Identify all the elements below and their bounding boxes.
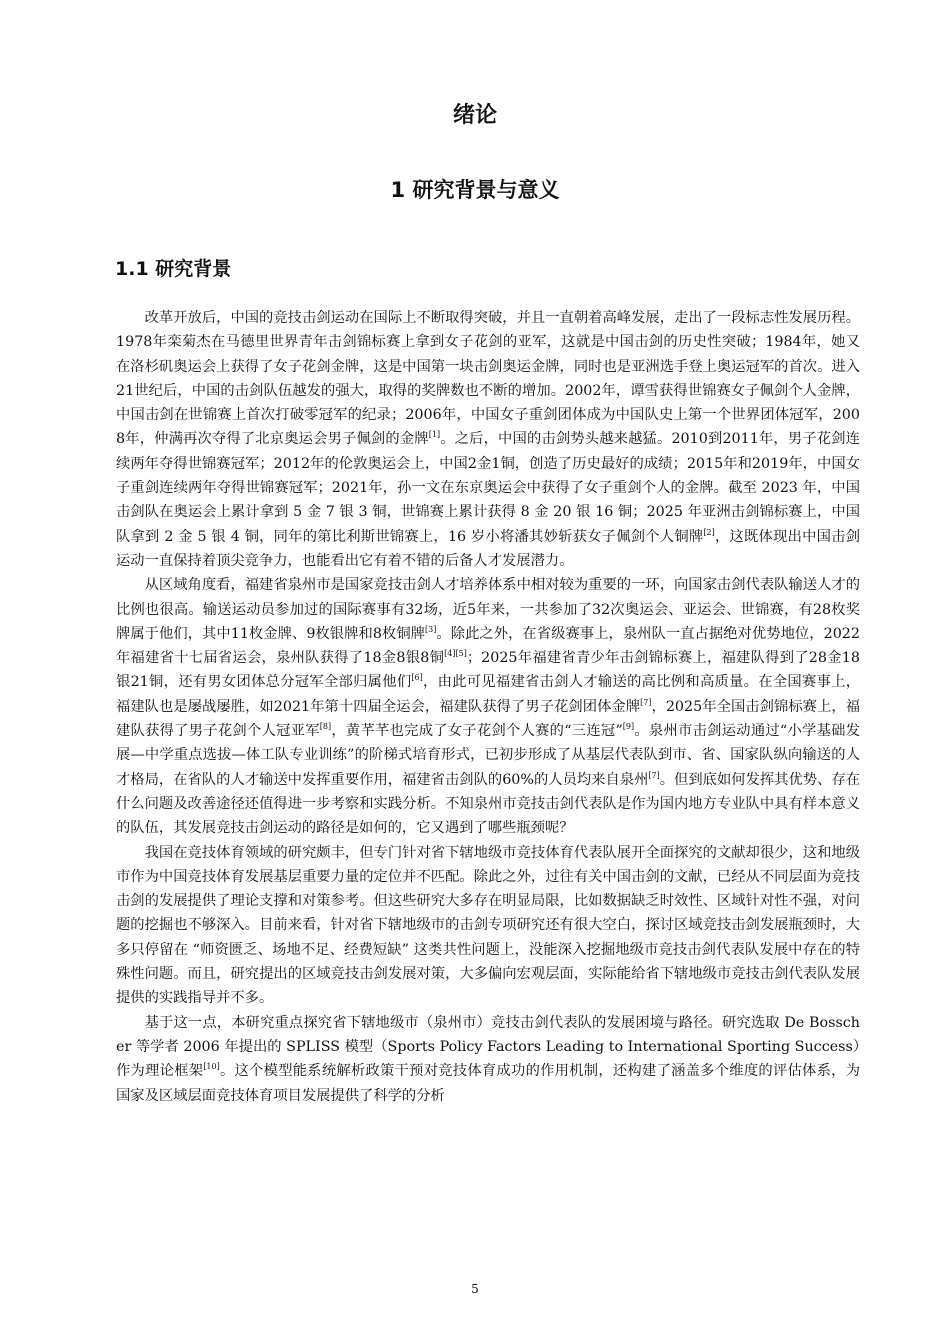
citation-ref: [4][5] [444, 649, 467, 659]
paragraph [116, 1011, 860, 1108]
text-run: 。除此之外，在省级赛事上，泉州队一直占据绝对优势地位，2022年福建省十七届省运会，泉州队获得了18金8银8铜 [116, 625, 860, 667]
text-run: 从区域角度看，福建省泉州市是国家竞技击剑人才培养体系中相对较为重要的一环，向国家击剑代表队输送人才的比例也很高。输送运动员参加过的国际赛事有32场，近5年来，一共参加了32次奥运会、亚运会、世锦赛，有28枚奖牌属于他们，其中11枚金牌、9枚银牌和8枚铜牌 [116, 577, 860, 642]
section-title: 1 研究背景与意义 [390, 178, 560, 202]
citation-ref: [1] [428, 430, 441, 440]
subsection-title: 1.1 研究背景 [115, 258, 232, 280]
citation-ref: [9] [622, 722, 635, 732]
citation-ref: [7] [640, 697, 652, 707]
text-run: 改革开放后，中国的竞技击剑运动在国际上不断取得突破，并且一直朝着高峰发展，走出了一段标志性发展历程。1978年栾菊杰在马德里世界青年击剑锦标赛上拿到女子花剑的亚军，这就是中国击剑的历史性突破；1984年，她又在洛杉矶奥运会上获得了女子花剑金牌，这是中国第一块击剑奥运金牌，同时也是亚洲选手登上奥运冠军的首次。进入21世纪后，中国的击剑队伍越发的强大，取得的奖牌数也不断的增加。2002年，谭雪获得世锦赛女子佩剑个人金牌，中国击剑在世锦赛上首次打破零冠军的纪录；2006年，中国女子重剑团体成为中国队史上第一个世界团体冠军，2008年，仲满再次夺得了北京奥运会男子佩剑的金牌 [116, 310, 860, 448]
text-run: 。泉州市击剑运动通过“小学基础发展—中学重点选拔—体工队专业训练”的阶梯式培育形式，已初步形成了从基层代表队到市、省、国家队纵向输送的人才格局，在省队的人才输送中发挥重要作用，福建省击剑队的60%的人员均来自泉州 [116, 723, 861, 788]
body-text [116, 306, 860, 1108]
chapter-title: 绪论 [452, 103, 497, 128]
citation-ref: [2] [703, 527, 715, 537]
text-run: 我国在竞技体育领域的研究颇丰，但专门针对省下辖地级市竞技体育代表队展开全面探究的文献却很少，这和地级市作为中国竞技体育发展基层重要力量的定位并不匹配。除此之外，过往有关中国击剑的文献，已经从不同层面为竞技击剑的发展提供了理论支撑和对策参考。但这些研究大多存在明显局限，比如数据缺乏时效性、区域针对性不强，对问题的挖掘也不够深入。目前来看，针对省下辖地级市的击剑专项研究还有很大空白，探讨区域竞技击剑发展瓶颈时，大多只停留在 “师资匮乏、场地不足、经费短缺” 这类共性问题上，没能深入挖掘地级市竞技击剑代表队发展中存在的特殊性问题。而且，研究提出的区域竞技击剑发展对策，大多偏向宏观层面，实际能给省下辖地级市竞技击剑代表队发展提供的实践指导并不多。 [116, 844, 860, 1007]
paragraph [116, 306, 860, 573]
citation-ref: [8] [319, 722, 332, 732]
page-number: 5 [471, 1282, 479, 1296]
citation-ref: [10] [203, 1062, 220, 1072]
text-run: ，2025年全国击剑锦标赛上，福建队获得了男子花剑个人冠亚军 [116, 698, 860, 740]
citation-ref: [3] [425, 625, 437, 635]
text-run: ；2025年福建省青少年击剑锦标赛上，福建队得到了28金18银21铜，还有男女团体总分冠军全部归属他们 [116, 650, 860, 691]
citation-ref: [6] [411, 673, 423, 683]
paragraph [116, 841, 860, 1011]
text-run: 。之后，中国的击剑势头越来越猛。2010到2011年，男子花剑连续两年夺得世锦赛冠军；2012年的伦敦奥运会上，中国2金1铜，创造了历史最好的成绩；2015年和2019年，中国女子重剑连续两年夺得世锦赛冠军；2021年，孙一文在东京奥运会中获得了女子重剑个人的金牌。截至 2023 年，中国击剑队在奥运会上累计拿到 5 金 7 银 3 铜，世锦赛上累计获得 8 金 20 银 16 铜；2025 年亚洲击剑锦标赛上，中国队拿到 2 金 5 银 4 铜，同年的第比利斯世锦赛上，16 岁小将潘其妙斩获女子佩剑个人铜牌 [116, 431, 860, 545]
text-run: 。但到底如何发挥其优势、存在什么问题及改善途径还值得进一步考察和实践分析。不知泉州市竞技击剑代表队是作为国内地方专业队中具有样本意义的队伍，其发展竞技击剑运动的路径是如何的，它又遇到了哪些瓶颈呢？ [116, 771, 860, 837]
text-run: 基于这一点，本研究重点探究省下辖地级市（泉州市）竞技击剑代表队的发展困境与路径。研究选取 De Bosscher 等学者 2006 年提出的 SPLISS 模型（Sports Policy Factors Leading to International Sporting Success）作为理论框架 [116, 1014, 860, 1080]
text-run: ，黄芊芊也完成了女子花剑个人赛的“三连冠” [331, 723, 623, 740]
paragraph [116, 573, 860, 840]
citation-ref: [7] [648, 770, 660, 780]
text-run: 。这个模型能系统解析政策干预对竞技体育成功的作用机制，还构建了涵盖多个维度的评估体系，为国家及区域层面竞技体育项目发展提供了科学的分析 [116, 1063, 860, 1104]
text-run: ，这既体现出中国击剑运动一直保持着顶尖竞争力，也能看出它有着不错的后备人才发展潜力。 [116, 528, 860, 569]
text-run: ，由此可见福建省击剑人才输送的高比例和高质量。在全国赛事上，福建队也是屡战屡胜，如2021年第十四届全运会，福建队获得了男子花剑团体金牌 [116, 674, 860, 715]
